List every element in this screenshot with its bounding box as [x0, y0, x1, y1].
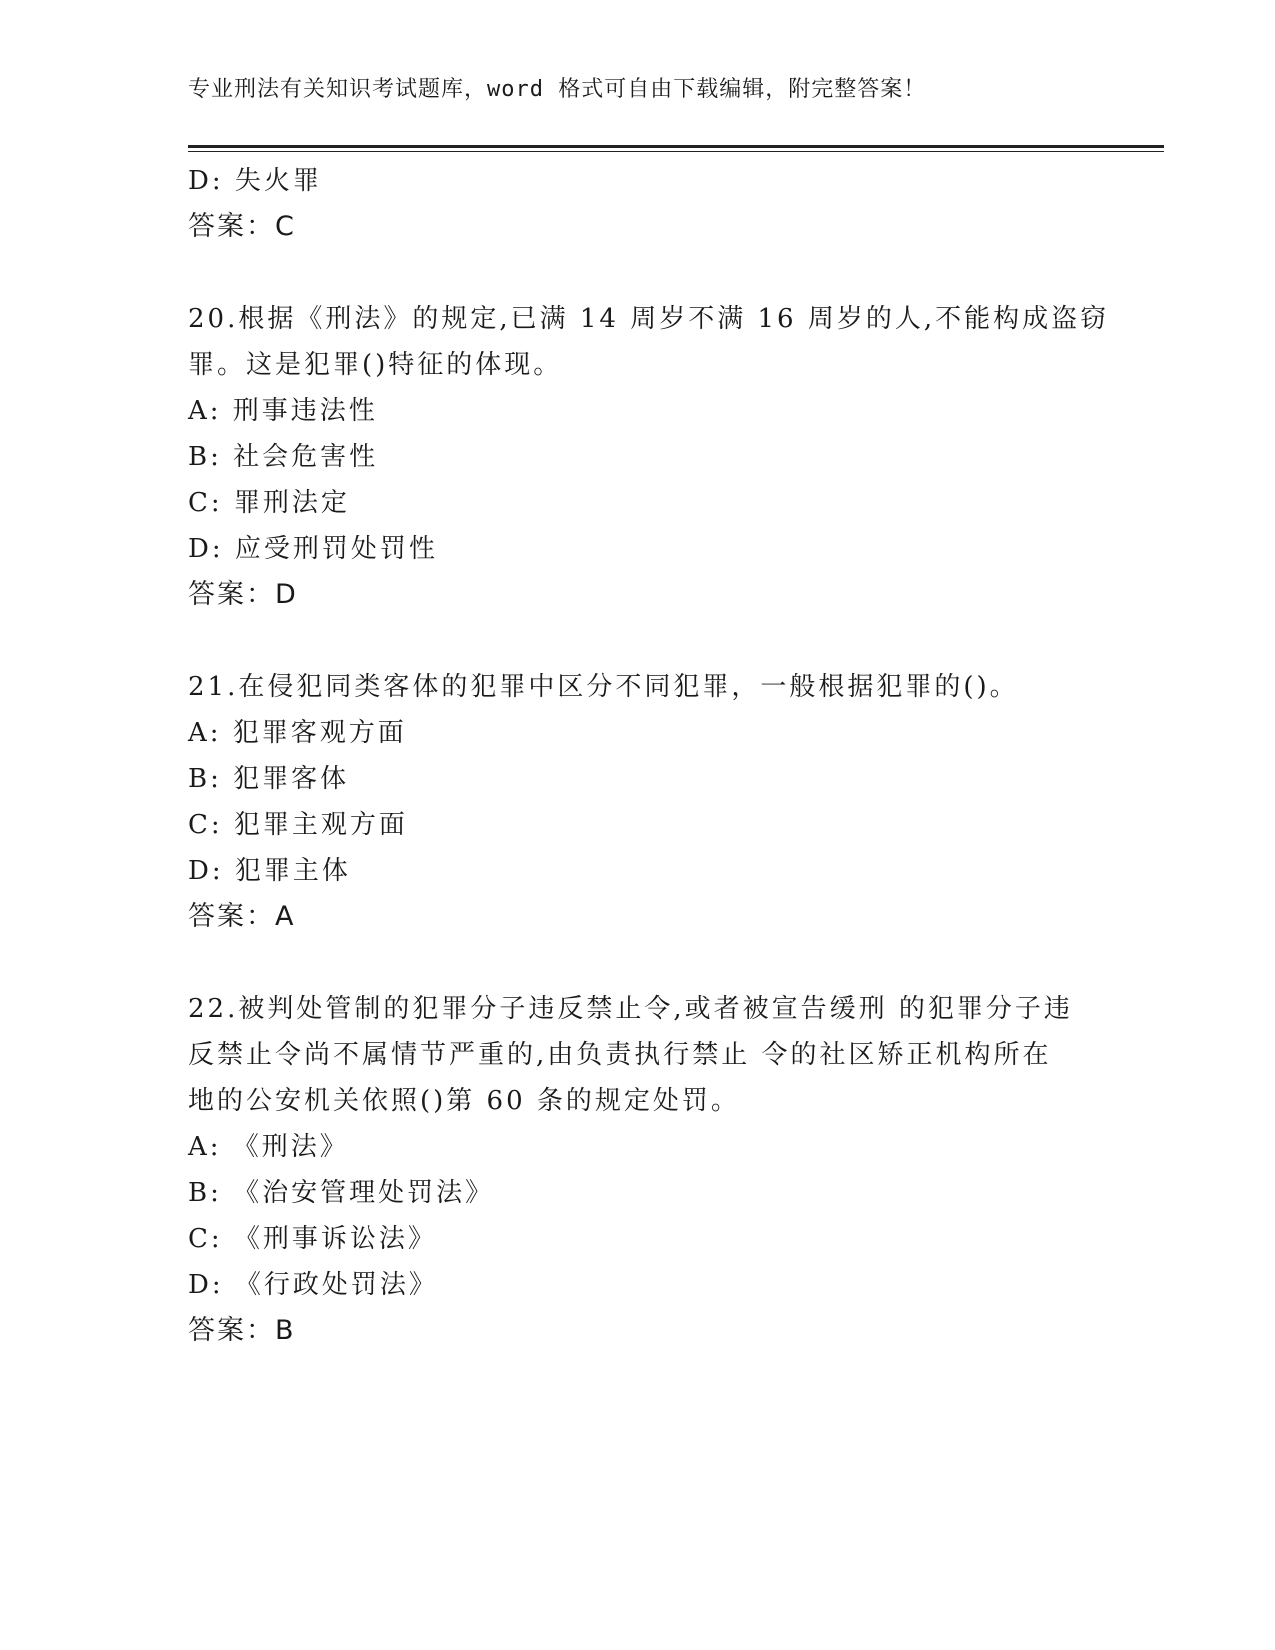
- question-content: [188, 158, 1110, 1354]
- question-22-line-1: 22.被判处管制的犯罪分子违反禁止令,或者被宣告缓刑 的犯罪分子违: [188, 994, 1073, 1024]
- question-21-line-1: 21.在侵犯同类客体的犯罪中区分不同犯罪，一般根据犯罪的()。: [188, 672, 1019, 702]
- question-22-option-c: C: 《刑事诉讼法》: [188, 1224, 437, 1254]
- spacer: [188, 618, 1088, 664]
- question-22-option-d: D: 《行政处罚法》: [188, 1270, 438, 1300]
- question-20-option-d: D: 应受刑罚处罚性: [188, 534, 438, 564]
- question-21-answer: 答案：A: [188, 901, 296, 932]
- header-rule-thin: [188, 151, 1164, 152]
- question-22-line-3: 地的公安机关依照()第 60 条的规定处罚。: [188, 1086, 740, 1116]
- page-header: 专业刑法有关知识考试题库，word 格式可自由下载编辑，附完整答案！: [188, 77, 927, 102]
- question-22-option-b: B: 《治安管理处罚法》: [188, 1178, 495, 1208]
- header-rule-thick: [188, 145, 1164, 148]
- question-21-option-a: A: 犯罪客观方面: [188, 718, 407, 748]
- question-21-option-d: D: 犯罪主体: [188, 856, 351, 886]
- prev-option-d: D: 失火罪: [188, 166, 322, 196]
- question-21-option-b: B: 犯罪客体: [188, 764, 350, 794]
- question-20: [188, 296, 1110, 618]
- question-21: [188, 664, 1088, 940]
- question-20-option-c: C: 罪刑法定: [188, 488, 350, 518]
- question-22-line-2: 反禁止令尚不属情节严重的,由负责执行禁止 令的社区矫正机构所在: [188, 1040, 1052, 1070]
- question-20-option-a: A: 刑事违法性: [188, 396, 378, 426]
- question-20-line-2: 罪。这是犯罪()特征的体现。: [188, 350, 563, 380]
- question-20-line-1: 20.根据《刑法》的规定,已满 14 周岁不满 16 周岁的人,不能构成盗窃: [188, 304, 1110, 334]
- question-22-option-a: A: 《刑法》: [188, 1132, 349, 1162]
- spacer: [188, 250, 1088, 296]
- question-22-answer: 答案：B: [188, 1315, 296, 1346]
- question-20-option-b: B: 社会危害性: [188, 442, 379, 472]
- question-20-answer: 答案：D: [188, 579, 298, 610]
- question-22: [188, 986, 1088, 1354]
- question-21-option-c: C: 犯罪主观方面: [188, 810, 408, 840]
- prev-answer: 答案：C: [188, 211, 296, 242]
- spacer: [188, 940, 1088, 986]
